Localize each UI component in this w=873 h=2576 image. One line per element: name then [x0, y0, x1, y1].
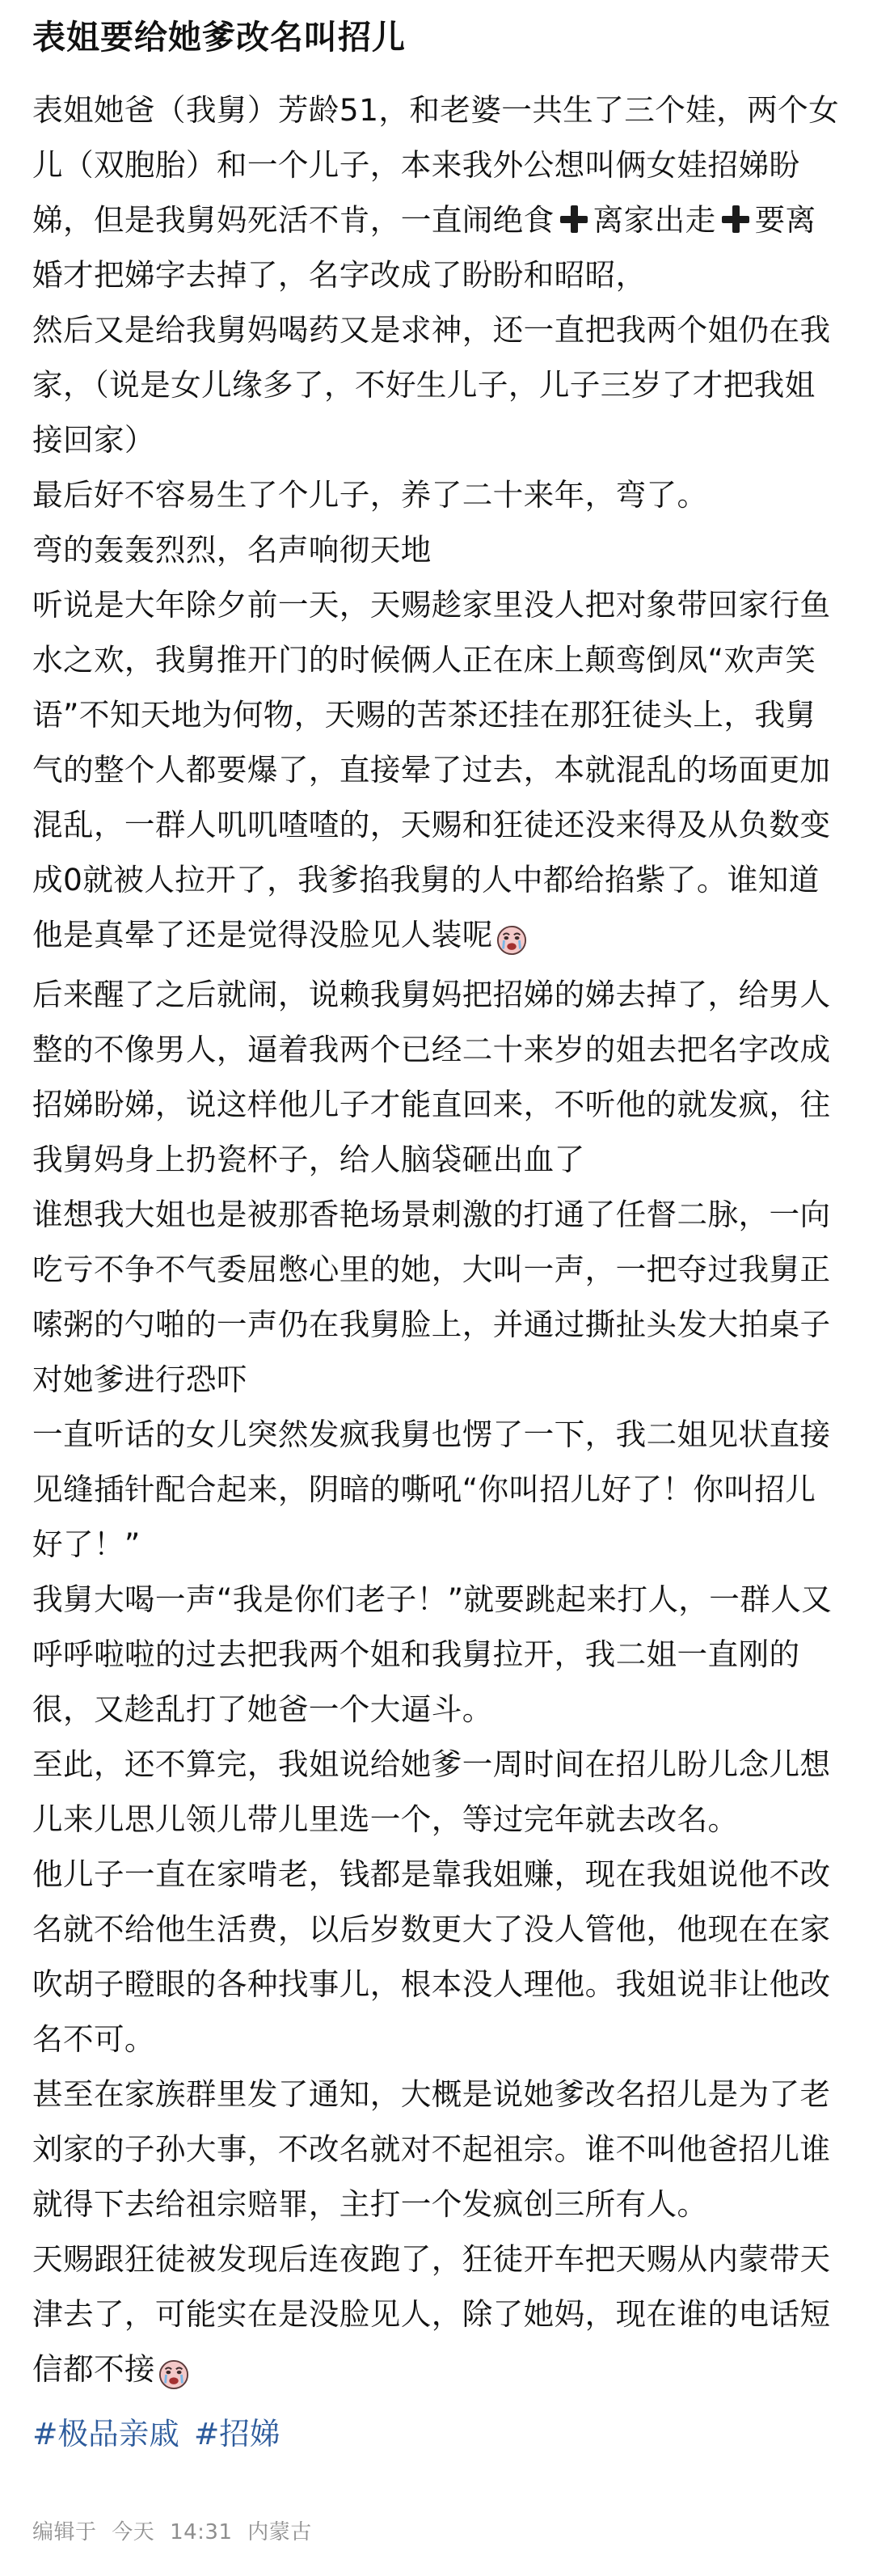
crying-face-icon — [158, 2346, 189, 2401]
paragraph — [32, 302, 842, 467]
paragraph-text: 后来醒了之后就闹，说赖我舅妈把招娣的娣去掉了，给男人整的不像男人，逼着我两个已经二十来岁的姐去把名字改成招娣盼娣，说这样他儿子才能直回来，不听他的就发疯，往我舅妈身上扔瓷杯子，给人脑袋砸出血了 — [32, 977, 831, 1177]
post-body — [32, 82, 842, 2401]
paragraph-text: 最后好不容易生了个儿子，养了二十来年，弯了。 — [32, 477, 708, 513]
paragraph — [32, 1847, 842, 2067]
hashtag-row — [32, 2406, 842, 2461]
edited-label: 编辑于 — [32, 2520, 97, 2544]
paragraph — [32, 577, 842, 967]
edited-location: 内蒙古 — [247, 2520, 312, 2544]
paragraph — [32, 467, 842, 522]
paragraph — [32, 967, 842, 1187]
crying-face-icon — [496, 912, 527, 967]
paragraph — [32, 1187, 842, 1407]
hashtag-link[interactable]: #极品亲戚 — [32, 2416, 179, 2451]
paragraph — [32, 1572, 842, 1737]
paragraph-text: 离家出走 — [593, 202, 716, 238]
paragraph-text: 他儿子一直在家啃老，钱都是靠我姐赚，现在我姐说他不改名就不给他生活费，以后岁数更大了没人管他，他现在在家吹胡子瞪眼的各种找事儿，根本没人理他。我姐说非让他改名不可。 — [32, 1856, 831, 2057]
paragraph-text: 天赐跟狂徒被发现后连夜跑了，狂徒开车把天赐从内蒙带天津去了，可能实在是没脸见人，除了她妈，现在谁的电话短信都不接 — [32, 2241, 831, 2387]
heavy-plus-icon — [719, 203, 752, 235]
paragraph-text: 听说是大年除夕前一天，天赐趁家里没人把对象带回家行鱼水之欢，我舅推开门的时候俩人正在床上颠鸾倒凤“欢声笑语”不知天地为何物，天赐的苦茶还挂在那狂徒头上，我舅气的整个人都要爆了，直接晕了过去，本就混乱的场面更加混乱，一群人叽叽喳喳的，天赐和狂徒还没来得及从负数变成0就被人拉开了，我爹掐我舅的人中都给掐紫了。谁知道他是真晕了还是觉得没脸见人装呢 — [32, 587, 831, 952]
paragraph-text: 我舅大喝一声“我是你们老子！”就要跳起来打人，一群人又呼呼啦啦的过去把我两个姐和我舅拉开，我二姐一直刚的很，又趁乱打了她爸一个大逼斗。 — [32, 1581, 833, 1727]
paragraph — [32, 2232, 842, 2401]
edited-time: 14:31 — [170, 2520, 233, 2544]
paragraph — [32, 1407, 842, 1572]
heavy-plus-icon — [558, 203, 590, 235]
paragraph-text: 表姐她爸（我舅）芳龄51，和老婆一共生了三个娃，两个女儿（双胞胎）和一个儿子，本来我外公想叫俩女娃招娣盼娣，但是我舅妈死活不肯，一直闹绝食 — [32, 92, 840, 238]
paragraph — [32, 2067, 842, 2232]
paragraph — [32, 1737, 842, 1847]
paragraph-text: 弯的轰轰烈烈，名声响彻天地 — [32, 532, 432, 568]
post-title: 表姐要给她爹改名叫招儿 — [32, 18, 406, 57]
paragraph-text: 谁想我大姐也是被那香艳场景刺激的打通了任督二脉，一向吃亏不争不气委屈憋心里的她，大叫一声，一把夺过我舅正嗦粥的勺啪的一声仍在我舅脸上，并通过撕扯头发大拍桌子对她爹进行恐吓 — [32, 1197, 831, 1397]
hashtag-link[interactable]: #招娣 — [193, 2416, 280, 2451]
paragraph-text: 一直听话的女儿突然发疯我舅也愣了一下，我二姐见状直接见缝插针配合起来，阴暗的嘶吼“你叫招儿好了！你叫招儿好了！” — [32, 1417, 831, 1562]
paragraph-text: 甚至在家族群里发了通知，大概是说她爹改名招儿是为了老刘家的子孙大事，不改名就对不起祖宗。谁不叫他爸招儿谁就得下去给祖宗赔罪，主打一个发疯创三所有人。 — [32, 2076, 831, 2222]
edit-info — [32, 2518, 320, 2547]
paragraph-text: 要离婚才把娣字去掉了，名字改成了盼盼和昭昭， — [32, 202, 816, 293]
paragraph-text: 然后又是给我舅妈喝药又是求神，还一直把我两个姐仍在我家，（说是女儿缘多了，不好生儿子，儿子三岁了才把我姐接回家） — [32, 312, 831, 458]
paragraph — [32, 522, 842, 577]
paragraph — [32, 82, 842, 302]
paragraph-text: 至此，还不算完，我姐说给她爹一周时间在招儿盼儿念儿想儿来儿思儿领儿带儿里选一个，等过完年就去改名。 — [32, 1746, 831, 1837]
edited-date: 今天 — [112, 2520, 155, 2544]
